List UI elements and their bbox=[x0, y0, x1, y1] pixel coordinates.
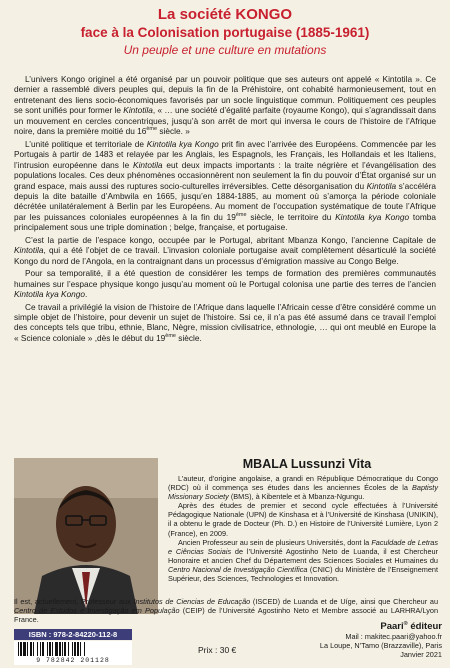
author-bio-paragraph-3: Ancien Professeur au sein de plusieurs Universités, dont la Faculdade de Letras e Ciências Sociais de l’Université Agostinho Neto de Luanda, il est Chercheur Honoraire et ancien Chef du Département des Sciences Sociales et Humaines du Centro Nacional de Investigação Científica (CNIC) du Ministère de l’Enseignement Supérieur, des Sciences, Technologies et Innovation. bbox=[168, 537, 438, 584]
price: Prix : 30 € bbox=[198, 645, 237, 655]
author-bio-paragraph-2: Après des études de premier et second cycle effectuées à l’Université Pédagogique Nationale (UPN) de Kinshasa et à l’Université de Kinshasa (UNIKIN), il a obtenu le grade de Docteur (Ph. D.) en Histoire de l’Université Lumière, Lyon 2 (France), en 2009. bbox=[168, 501, 438, 538]
summary-paragraph-4: Pour sa temporalité, il a été question de considérer les temps de formation des premières communautés humaines sur l’espace physique kongo jusqu’au moment où le Portugal colonisa une partie des terres de l’ancien Kintotila kya Kongo. bbox=[14, 268, 436, 300]
summary-paragraph-2: L’unité politique et territoriale de Kintotila kya Kongo prit fin avec l’arrivée des Européens. Commencée par les Portugais à partir de 1483 et relayée par les Anglais, les Espagnols, les Français, les Hollandais et les Italiens, l’intrusion européenne dans le Kintotila eut deux impacts importants : la traite négrière et l’évangélisation des populations locales. Ces deux phénomènes occasionnèrent non seulement la fin du pouvoir d’État organisé sur un grand espace, mais aussi des ruptures socio-culturelles irréversibles. Cette désorganisation du Kintotila s’accéléra depuis la dite bataille d’Ambwila en 1665, jusqu’en 1884-1885, au moment où s’amorça la période coloniale décrétée unilatéralement à Berlin par les Européens. Au moment de l’occupation systématique de toute l’Afrique par les puissances coloniales européennes à la fin du 19ème siècle, le territoire du Kintotila kya Kongo tomba principalement sous une triple domination ; belge, française, et portugaise. bbox=[14, 138, 437, 233]
barcode-bars bbox=[14, 641, 132, 657]
summary-paragraph-1: L’univers Kongo originel a été organisé par un pouvoir politique que ses auteurs ont appelé « Kintotila ». Ce dernier a rassemblé divers peuples qui, depuis la fin de la Préhistoire, ont cohabité harmonieusement, tout en entretenant des liens socio-économiques favorisés par un socle linguistique commun. Politiquement ces peuples se sont unifiés pour former le Kintotila, « … une société d’égalité parfaite (royaume Kongo), qui s’agrandissait dans un mouvement en cercles concentriques, jusqu’à son arrêt de mort qui inversa le cours de l’histoire de l’Afrique noire, dans la première moitié du 16ème siècle. » bbox=[14, 74, 437, 137]
barcode-digits: 9 782842 201128 bbox=[36, 657, 110, 664]
author-bio-paragraph-1: L’auteur, d’origine angolaise, a grandi en République Démocratique du Congo (RDC) où il commença ses études dans les anciennes Écoles de la Baptisty Missionary Society (BMS), à Kibentele et à Mbanza-Ngungu. bbox=[168, 474, 438, 502]
author-name: MBALA Lussunzi Vita bbox=[242, 457, 372, 471]
publisher-name: Paari® éditeur bbox=[380, 620, 442, 632]
summary-text bbox=[14, 74, 436, 343]
publisher-address: La Loupe, N’Tamo (Brazzaville), Paris bbox=[319, 641, 442, 650]
author-photo bbox=[14, 458, 158, 614]
publisher-info bbox=[286, 621, 442, 659]
author-bio bbox=[168, 474, 438, 583]
book-title-line2: face à la Colonisation portugaise (1885-1961) bbox=[80, 25, 370, 40]
summary-paragraph-3: C’est la partie de l’espace kongo, occupée par le Portugal, abritant Mbanza Kongo, l’ancienne Capitale de Kintotila, qui a été l’objet de ce travail. L’invasion coloniale portugaise avait complètement désarticulé la société Kongo du nord de l’Angola, en la contraignant dans un processus d’émigration massive au Congo Belge. bbox=[14, 234, 436, 266]
summary-paragraph-5: Ce travail a privilégié la vision de l’histoire de l’Afrique dans laquelle l’Africain cesse d’être considéré comme un simple objet de l’histoire, pour devenir un sujet de l’histoire. Ssi ce, il n’a pas été assumé dans ce travail l’emploi des concepts tels que tribu, ethnie, Blanc, Nègre, mission civilisatrice, ethnologie, … qui ont meublé en Europe la « Science coloniale » ,dès le début du 19ème siècle. bbox=[14, 301, 436, 343]
publisher-mail: Mail : makitec.paari@yahoo.fr bbox=[345, 632, 442, 641]
author-bio-paragraph-4: Il est, actuellement, Professeur aux Institutos de Ciencias de Educação (ISCED) de Luanda et de Uíge, ainsi que Chercheur au Centro de Estudos e Investigação em População (CEIP) de l’Université Agostinho Neto et Membre associé au LARHRA/Lyon France. bbox=[14, 597, 439, 625]
isbn-label: ISBN : 978-2-84220-112-8 bbox=[14, 629, 132, 640]
publisher-date: Janvier 2021 bbox=[400, 650, 442, 659]
book-subtitle: Un peuple et une culture en mutations bbox=[123, 43, 327, 57]
book-title: La société KONGO bbox=[157, 6, 293, 23]
